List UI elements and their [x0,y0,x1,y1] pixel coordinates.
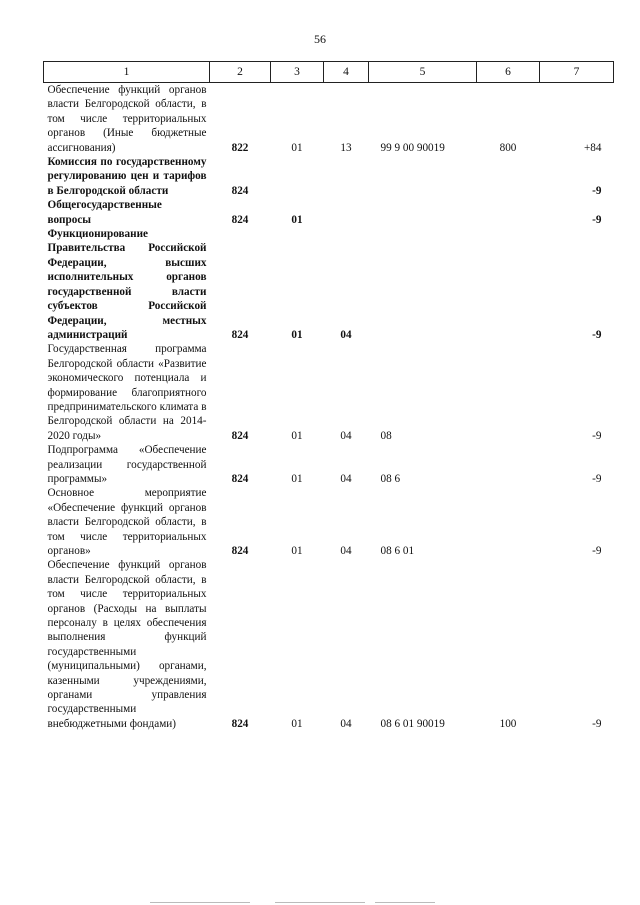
table-body [44,83,614,732]
row-section: 01 [291,472,303,485]
row-section [271,155,324,198]
row-ministry: 824 [231,472,249,485]
row-amount: -9 [592,717,602,730]
row-target: 08 6 01 [380,545,415,557]
row-name: Обеспечение функций органов власти Белгородской области, в том числе территориальных органов (Иные бюджетные ассигнования) [47,84,207,154]
row-section: 01 [291,213,303,226]
row-subsection: 04 [340,328,352,341]
table-row [44,83,614,156]
row-subsection: 04 [340,717,352,730]
row-target [369,155,477,198]
row-section: 01 [291,429,303,442]
table-row [44,486,614,558]
row-target [369,198,477,227]
row-section: 01 [291,545,303,557]
row-target: 08 [380,429,392,442]
row-section: 01 [291,141,303,154]
row-expense-type: 800 [499,141,517,154]
scan-artifact-line [150,902,250,903]
budget-table [43,61,614,731]
header-col-subsection: 4 [324,62,369,83]
row-name: Государственная программа Белгородской области «Развитие экономического потенциала и формирование благоприятного предпринимательского климата в Белгородской области на 2014-2020 годы» [47,343,207,442]
row-ministry: 824 [231,429,249,442]
row-expense-type [477,227,540,342]
row-expense-type [477,486,540,558]
row-expense-type [477,443,540,486]
row-subsection [324,155,369,198]
row-section: 01 [291,328,303,341]
row-target: 08 6 01 90019 [380,717,445,730]
row-section: 01 [291,717,303,730]
row-ministry: 824 [231,328,249,341]
row-amount: -9 [592,184,602,197]
row-ministry: 824 [231,717,249,730]
row-amount: -9 [592,545,602,557]
row-ministry: 824 [231,545,249,557]
table-row [44,198,614,227]
scan-artifact-line [375,902,435,903]
row-target [369,227,477,342]
header-col-target: 5 [369,62,477,83]
row-subsection: 13 [340,141,352,154]
table-row [44,443,614,486]
row-name: Комиссия по государственному регулированию цен и тарифов в Белгородской области [47,156,207,197]
row-subsection: 04 [340,472,352,485]
row-amount: -9 [592,213,602,226]
table-row [44,155,614,198]
row-amount: -9 [592,328,602,341]
row-ministry: 822 [231,141,249,154]
row-expense-type [477,198,540,227]
header-col-ministry: 2 [210,62,271,83]
table-row [44,342,614,443]
row-target: 99 9 00 90019 [380,141,445,154]
row-ministry: 824 [231,184,249,197]
row-subsection [324,198,369,227]
row-expense-type [477,155,540,198]
table-header [44,62,614,83]
header-col-section: 3 [271,62,324,83]
row-expense-type [477,342,540,443]
row-target: 08 6 [380,472,401,485]
header-row [44,62,614,83]
header-col-expense-type: 6 [477,62,540,83]
row-amount: -9 [592,429,602,442]
page-number: 56 [314,32,326,46]
row-ministry: 824 [231,213,249,226]
row-name: Функционирование Правительства Российской Федерации, высших исполнительных органов государственной власти субъектов Российской Федерации, местных администраций [47,228,207,341]
row-expense-type: 100 [499,717,517,730]
row-name: Обеспечение функций органов власти Белгородской области, в том числе территориальных органов (Расходы на выплаты персоналу в целях обеспечения выполнения функций государственными (муниципальными) органами, казенными учреждениями, органами управления государственными внебюджетными фондами) [47,559,207,730]
header-col-name: 1 [44,62,210,83]
row-amount: +84 [584,141,602,154]
row-subsection: 04 [340,429,352,442]
row-name: Общегосударственные вопросы [47,199,162,226]
table-row [44,227,614,342]
row-subsection: 04 [340,545,352,557]
row-name: Основное мероприятие «Обеспечение функций органов власти Белгородской области, в том числе территориальных органов» [47,487,207,557]
header-col-amount: 7 [540,62,614,83]
table-row [44,558,614,731]
row-name: Подпрограмма «Обеспечение реализации государственной программы» [47,444,207,485]
row-amount: -9 [592,472,602,485]
scan-artifact-line [275,902,365,903]
